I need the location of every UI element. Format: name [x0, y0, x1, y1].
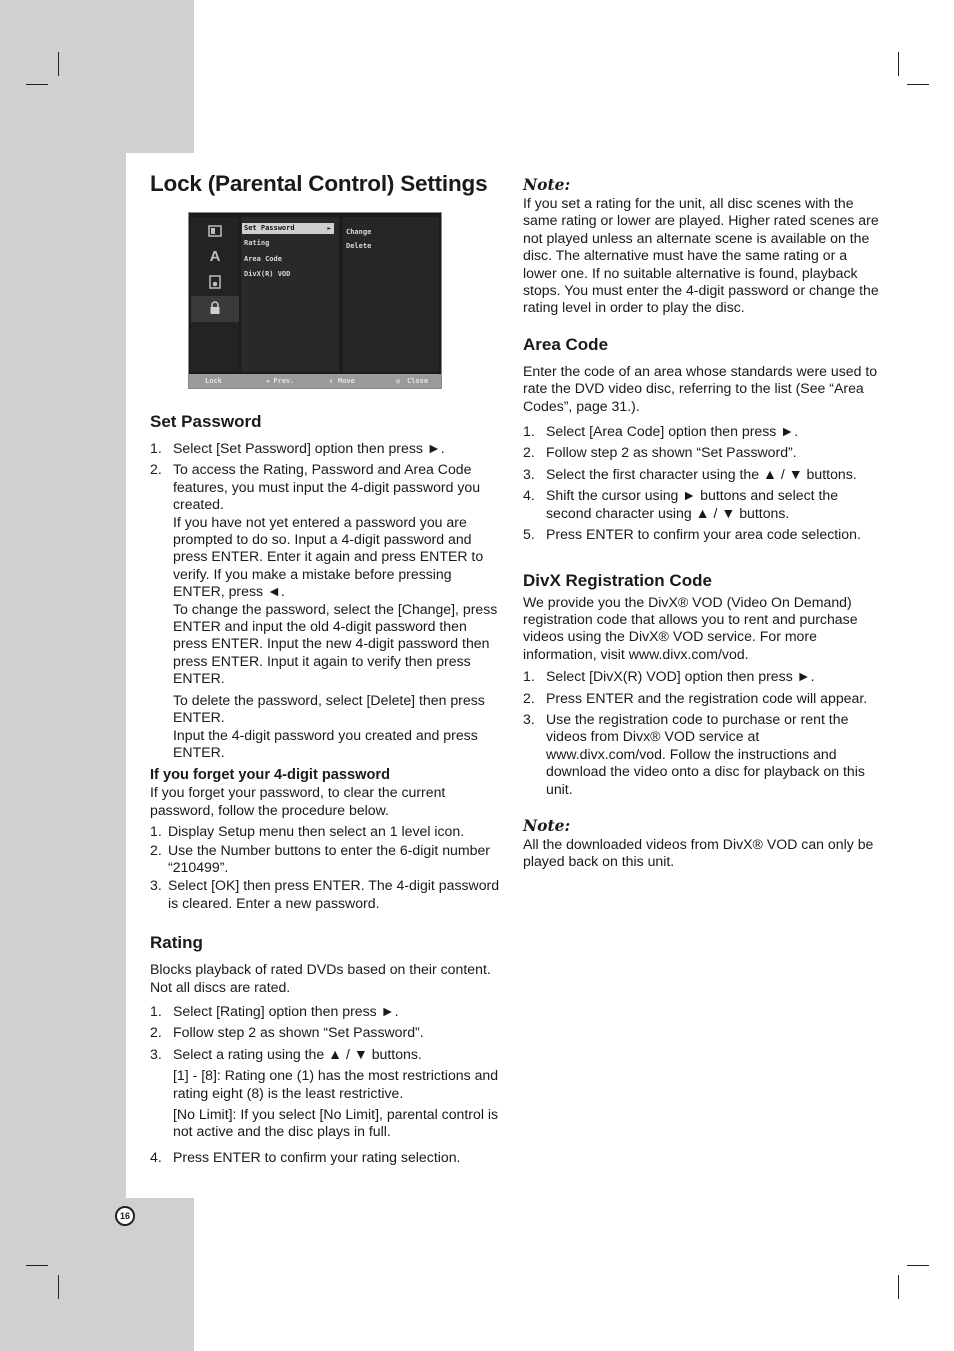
divx-heading: DivX Registration Code — [523, 570, 712, 590]
step-number: 3. — [523, 710, 535, 727]
osd-menu-item-area-code[interactable]: Area Code — [244, 255, 282, 263]
step-number: 1. — [150, 823, 162, 840]
area-code-intro: Enter the code of an area whose standards were used to rate the DVD video disc, referring to the list (See “Area Codes”, page 31.). — [523, 362, 878, 414]
step-number: 1. — [150, 440, 162, 456]
note-text: If you set a rating for the unit, all disc scenes with the same rating or lower are played. Higher rated scenes are not played unless an alternate scene is available on the disc. The alternative must have the same rating or a lower one. If no suitable alternative is found, playback stops. You must enter the 4-digit password or change the rating level in order to play the disc. — [523, 195, 879, 316]
forget-password-heading: If you forget your 4-digit password — [150, 767, 390, 784]
arrow-right-icon: ► — [327, 225, 331, 232]
step-number: 3. — [523, 465, 535, 482]
step-number: 2. — [523, 689, 535, 706]
step-text: Press ENTER to confirm your area code selection. — [546, 526, 861, 543]
crop-mark — [58, 1275, 59, 1299]
rating-intro: Blocks playback of rated DVDs based on their content. Not all discs are rated. — [150, 961, 491, 995]
list-item — [523, 711, 879, 798]
set-password-para-2: To change the password, select the [Change], press ENTER and input the old 4-digit password then press ENTER. Input the new 4-digit password then press ENTER. Input it again to verify then press ENTER. — [173, 600, 498, 687]
step-number: 2. — [150, 461, 162, 478]
step-text: Select the first character using the ▲ / ▼ buttons. — [546, 465, 857, 482]
page-number: 16 — [115, 1206, 135, 1226]
step-text: Use the Number buttons to enter the 6-digit number “210499”. — [168, 841, 490, 875]
crop-mark — [26, 1265, 48, 1266]
list-item — [523, 466, 879, 483]
step-text: Select [Area Code] option then press ►. — [546, 423, 799, 440]
divx-steps — [523, 668, 879, 798]
list-item — [150, 440, 502, 457]
list-item — [150, 877, 502, 912]
step-number: 4. — [523, 487, 535, 504]
step-text: Use the registration code to purchase or rent the videos from Divx® VOD service at www.divx.com/vod. Follow the instructions and download the video onto a disc for playback on this unit. — [546, 710, 865, 797]
move-icon: ⇕ — [329, 377, 334, 385]
list-item — [523, 690, 879, 707]
crop-mark — [58, 52, 59, 76]
step-text: Select a rating using the ▲ / ▼ buttons. — [173, 1045, 422, 1062]
area-code-heading: Area Code — [523, 334, 609, 354]
step-number: 2. — [523, 444, 535, 461]
rating-steps — [150, 1003, 502, 1063]
step-number: 1. — [523, 668, 535, 685]
set-password-heading: Set Password — [150, 412, 262, 431]
step-number: 1. — [523, 423, 535, 440]
osd-menu-item-set-password[interactable] — [242, 223, 334, 234]
step-text: Select [Set Password] option then press ►. — [173, 440, 445, 456]
step-text: Select [OK] then press ENTER. The 4-digit password is cleared. Enter a new password. — [168, 877, 500, 911]
osd-move-hint: Move — [338, 377, 355, 385]
lock-icon — [207, 301, 223, 317]
list-item — [523, 423, 879, 440]
list-item — [150, 1003, 502, 1020]
list-item — [523, 668, 879, 685]
margin-band-side — [0, 153, 126, 1198]
step-text: Follow step 2 as shown “Set Password”. — [173, 1024, 424, 1041]
crop-mark — [907, 1265, 929, 1266]
page-title: Lock (Parental Control) Settings — [150, 171, 488, 196]
step-number: 4. — [150, 1148, 162, 1165]
close-icon: ◎ — [396, 377, 401, 385]
osd-menu-item-divx-vod[interactable]: DivX(R) VOD — [244, 270, 291, 278]
osd-prev-hint: ◄ Prev. — [265, 377, 295, 385]
step-text: Follow step 2 as shown “Set Password”. — [546, 444, 797, 461]
step-text: Select [DivX(R) VOD] option then press ►. — [546, 668, 815, 685]
list-item — [150, 823, 502, 840]
area-code-steps — [523, 423, 879, 543]
set-password-para-1: If you have not yet entered a password you are prompted to do so. Input a 4-digit password and press ENTER. Enter it again and press ENTER to verify. If you make a mistake before pressing ENTER, press ◄. — [173, 513, 484, 600]
forget-password-intro: If you forget your password, to clear the current password, follow the procedure below. — [150, 784, 446, 818]
forget-password-steps — [150, 823, 502, 912]
step-text: Display Setup menu then select an 1 level icon. — [168, 823, 465, 840]
step-text: Select [Rating] option then press ►. — [173, 1002, 399, 1019]
osd-sub-item-change[interactable]: Change — [346, 228, 372, 236]
step-number: 3. — [150, 877, 162, 894]
left-column — [150, 170, 502, 1170]
osd-close-hint: Close — [407, 377, 429, 385]
step-text: To access the Rating, Password and Area Code features, you must input the 4-digit password you created. — [173, 461, 481, 513]
step-number: 2. — [150, 841, 162, 858]
osd-bottom-bar — [189, 374, 441, 388]
osd-menu-item-rating[interactable]: Rating — [244, 239, 270, 247]
divx-intro: We provide you the DivX® VOD (Video On Demand) registration code that allows you to rent and purchase videos using the DivX® VOD service. For more information, visit www.divx.com/vod. — [523, 593, 858, 662]
step-text: Press ENTER and the registration code will appear. — [546, 689, 868, 706]
list-item — [150, 1149, 502, 1166]
set-password-steps — [150, 440, 502, 514]
rating-heading: Rating — [150, 933, 203, 953]
crop-mark — [26, 84, 48, 85]
list-item — [150, 1046, 502, 1063]
list-item — [150, 461, 502, 513]
margin-band-bottom — [0, 1198, 194, 1351]
language-icon: A — [209, 248, 221, 265]
speaker-icon — [207, 275, 223, 291]
osd-sub-menu — [343, 217, 439, 372]
list-item — [523, 487, 879, 522]
osd-section-label: Lock — [205, 377, 222, 385]
note-heading: Note: — [523, 175, 571, 194]
crop-mark — [898, 52, 899, 76]
step-text: Press ENTER to confirm your rating selection. — [173, 1148, 461, 1165]
list-item — [523, 526, 879, 543]
disc-icon — [207, 225, 223, 241]
right-column — [523, 175, 879, 878]
osd-screenshot — [188, 212, 442, 389]
osd-menu-item-label: Set Password — [244, 224, 295, 232]
step-number: 2. — [150, 1024, 162, 1041]
crop-mark — [907, 84, 929, 85]
step-number: 3. — [150, 1045, 162, 1062]
note-heading: Note: — [523, 815, 571, 835]
step-number: 1. — [150, 1002, 162, 1019]
set-password-para-4: Input the 4-digit password you created and press ENTER. — [173, 726, 478, 760]
note-text: All the downloaded videos from DivX® VOD can only be played back on this unit. — [523, 835, 874, 870]
osd-sub-item-delete[interactable]: Delete — [346, 242, 372, 250]
rating-option-1-8: [1] - [8]: Rating one (1) has the most restrictions and rating eight (8) is the least restrictive. — [173, 1067, 499, 1101]
list-item — [150, 1024, 502, 1041]
margin-band-top — [0, 0, 194, 153]
list-item — [150, 842, 502, 877]
rating-option-no-limit: [No Limit]: If you select [No Limit], parental control is not active and the disc plays in full. — [173, 1106, 499, 1140]
set-password-para-3: To delete the password, select [Delete] then press ENTER. — [173, 691, 485, 726]
list-item — [523, 444, 879, 461]
crop-mark — [898, 1275, 899, 1299]
step-number: 5. — [523, 526, 535, 543]
osd-main-menu — [241, 217, 339, 372]
step-text: Shift the cursor using ► buttons and select the second character using ▲ / ▼ buttons. — [546, 487, 839, 521]
